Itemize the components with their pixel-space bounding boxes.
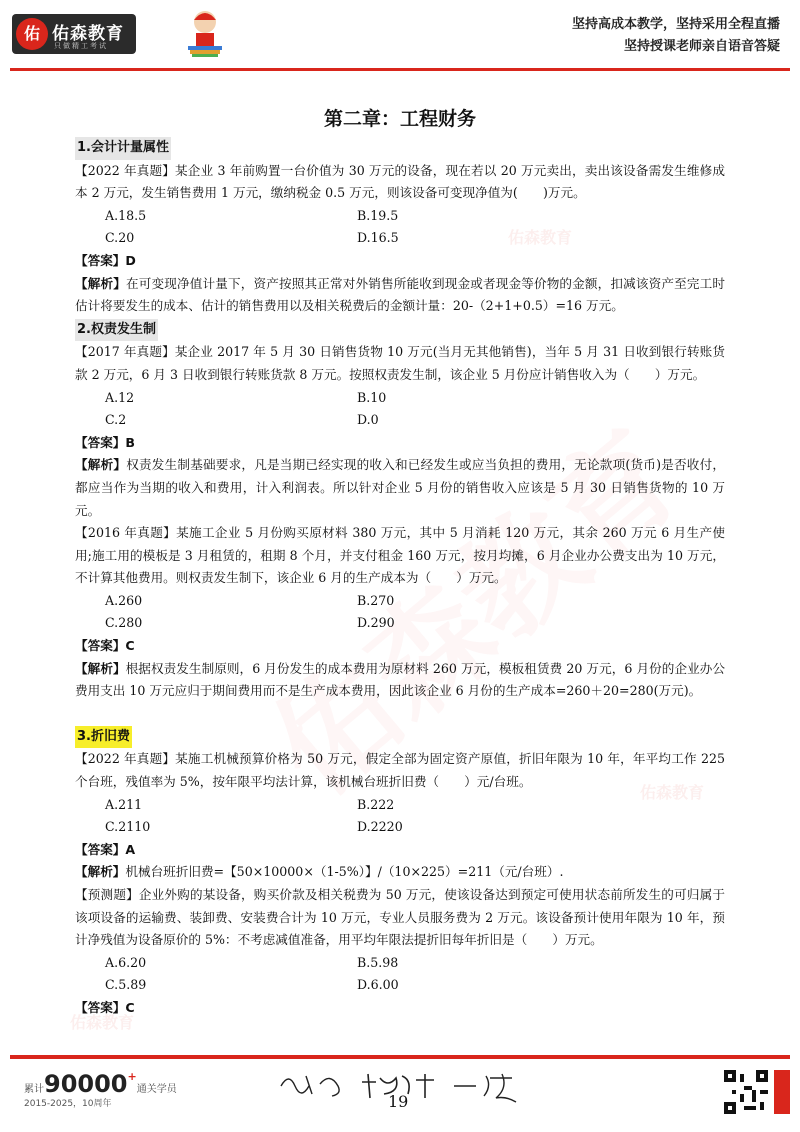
footer-divider (10, 1055, 790, 1059)
option: A.18.5 (105, 207, 147, 223)
answer: 【答案】C (75, 999, 135, 1015)
qr-code (724, 1070, 768, 1114)
student-count-badge (24, 1070, 177, 1109)
options (75, 205, 725, 250)
option: B.222 (357, 796, 395, 812)
question (75, 884, 725, 952)
explanation-text: 权责发生制基础要求，凡是当期已经实现的收入和已经发生或应当负担的费用，无论款项(货币)是否收付，都应当作为当期的收入和费用，计入利润表。所以针对企业 5 月份的销售收入应该是 5 月 30 日销售货物的 10 万元。 (75, 457, 726, 518)
explanation (75, 658, 725, 703)
option: A.211 (105, 796, 143, 812)
option: B.5.98 (357, 954, 399, 970)
option: A.6.20 (105, 954, 147, 970)
option: D.2220 (357, 819, 403, 835)
options (75, 387, 725, 432)
stat-prefix: 累计 (24, 1084, 44, 1095)
option: D.6.00 (357, 977, 399, 993)
watermark-small: 佑森教育 (508, 228, 573, 247)
slogan-line-1: 坚持高成本教学，坚持采用全程直播 (571, 17, 780, 32)
explanation (75, 861, 725, 884)
logo-mark: 佑 (16, 18, 48, 50)
slogan-line-2: 坚持授课老师亲自语音答疑 (623, 39, 780, 54)
options (75, 590, 725, 635)
option: C.280 (105, 615, 143, 631)
watermark-small: 佑森教育 (640, 783, 705, 802)
footer-accent-bar (774, 1070, 790, 1114)
option: B.19.5 (357, 207, 399, 223)
explanation-tag: 【解析】 (75, 660, 126, 676)
stat-years: 2015-2025，10周年 (24, 1099, 112, 1109)
explanation-text: 机械台班折旧费=【50×10000×（1-5%）】/（10×225）=211（元/台班）. (125, 864, 564, 880)
section-title: 2.权责发生制 (75, 319, 158, 342)
question (75, 341, 725, 386)
question (75, 748, 725, 793)
answer: 【答案】B (75, 434, 135, 450)
mascot-illustration (184, 8, 226, 58)
question-tag: 【2022 年真题】 (75, 751, 176, 767)
option: A.12 (105, 389, 135, 405)
stat-number: 90000 (44, 1070, 128, 1098)
answer: 【答案】A (75, 841, 136, 857)
stat-plus: + (127, 1070, 137, 1083)
option: B.270 (357, 592, 395, 608)
option: D.290 (357, 615, 395, 631)
logo-name: 佑森教育 (52, 24, 124, 44)
option: A.260 (105, 592, 143, 608)
explanation (75, 454, 725, 522)
option: C.20 (105, 230, 135, 246)
option: C.2 (105, 412, 127, 428)
question-text: 某施工机械预算价格为 50 万元，假定全部为固定资产原值，折旧年限为 10 年，年平均工作 225 个台班，残值率为 5%，按年限平均法计算，该机械台班折旧费（ ）元/台班。 (75, 751, 725, 790)
option: D.16.5 (357, 230, 399, 246)
header-slogan (572, 14, 780, 58)
option: B.10 (357, 389, 387, 405)
page-header (0, 0, 800, 66)
header-divider (10, 68, 790, 71)
option: D.0 (357, 412, 379, 428)
option: C.5.89 (105, 977, 147, 993)
question-tag: 【2017 年真题】 (75, 344, 175, 360)
question-tag: 【预测题】 (75, 887, 139, 902)
explanation-tag: 【解析】 (75, 275, 126, 291)
section-title: 1.会计计量属性 (75, 137, 171, 160)
explanation-tag: 【解析】 (75, 457, 127, 473)
section-title-highlighted: 3.折旧费 (75, 726, 132, 749)
question-text: 某企业 3 年前购置一台价值为 30 万元的设备，现在若以 20 万元卖出，卖出该设备需发生维修成本 2 万元，发生销售费用 1 万元，缴纳税金 0.5 万元，则该设备可变现净值为( )万元。 (75, 162, 725, 201)
options (75, 952, 725, 997)
page-number: 19 (388, 1092, 409, 1111)
question-text: 企业外购的某设备，购买价款及相关税费为 50 万元，使该设备达到预定可使用状态前所发生的可归属于该项设备的运输费、装卸费、安装费合计为 10 万元，专业人员服务费为 2 万元。该设备预计使用年限为 10 年，预计净残值为设备原价的 5%：不考虑减值准备，用平均年限法提折旧每年折旧是（ ）万元。 (75, 887, 725, 948)
spacer (75, 703, 725, 725)
document-body (75, 136, 725, 1020)
logo-subtitle: 只做精工考试 (54, 42, 108, 50)
options (75, 794, 725, 839)
question-tag: 【2016 年真题】 (75, 525, 177, 541)
brand-logo (12, 14, 136, 54)
answer: 【答案】D (75, 252, 136, 268)
explanation-tag: 【解析】 (75, 864, 126, 880)
explanation (75, 273, 725, 318)
option: C.2110 (105, 819, 151, 835)
question-text: 某企业 2017 年 5 月 30 日销售货物 10 万元(当月无其他销售)，当年 5 月 31 日收到银行转账货款 2 万元，6 月 3 日收到银行转账货款 8 万元。按照权责发生制，该企业 5 月份应计销售收入为（ ）万元。 (75, 344, 725, 382)
chapter-title: 第二章：工程财务 (323, 108, 476, 130)
explanation-text: 根据权责发生制原则，6 月份发生的成本费用为原材料 260 万元，模板租赁费 20 万元，6 月份的企业办公费用支出 10 万元应归于期间费用而不是生产成本费用，因此该企业 6 月份的生产成本=260＋20=280(万元)。 (75, 660, 726, 699)
question-text: 某施工企业 5 月份购买原材料 380 万元，其中 5 月消耗 120 万元，其余 260 万元 6 月生产使用;施工用的模板是 3 月租赁的，租期 8 个月，并支付租金 160 万元，按月均摊，6 月企业办公费支出为 10 万元，不计算其他费用。则权责发生制下，该企业 6 月的生产成本为（ ）万元。 (75, 525, 725, 586)
watermark-small: 佑森教育 (70, 1013, 135, 1032)
question (75, 522, 725, 590)
stat-suffix: 通关学员 (136, 1084, 177, 1095)
explanation-text: 在可变现净值计量下，资产按照其正常对外销售所能收到现金或者现金等价物的金额，扣减该资产至完工时估计将要发生的成本、估计的销售费用以及相关税费后的金额计量：20-（2+1+0.5）=16 万元。 (75, 275, 726, 314)
question-tag: 【2022 年真题】 (75, 162, 176, 178)
answer: 【答案】C (75, 638, 135, 654)
question (75, 160, 725, 205)
